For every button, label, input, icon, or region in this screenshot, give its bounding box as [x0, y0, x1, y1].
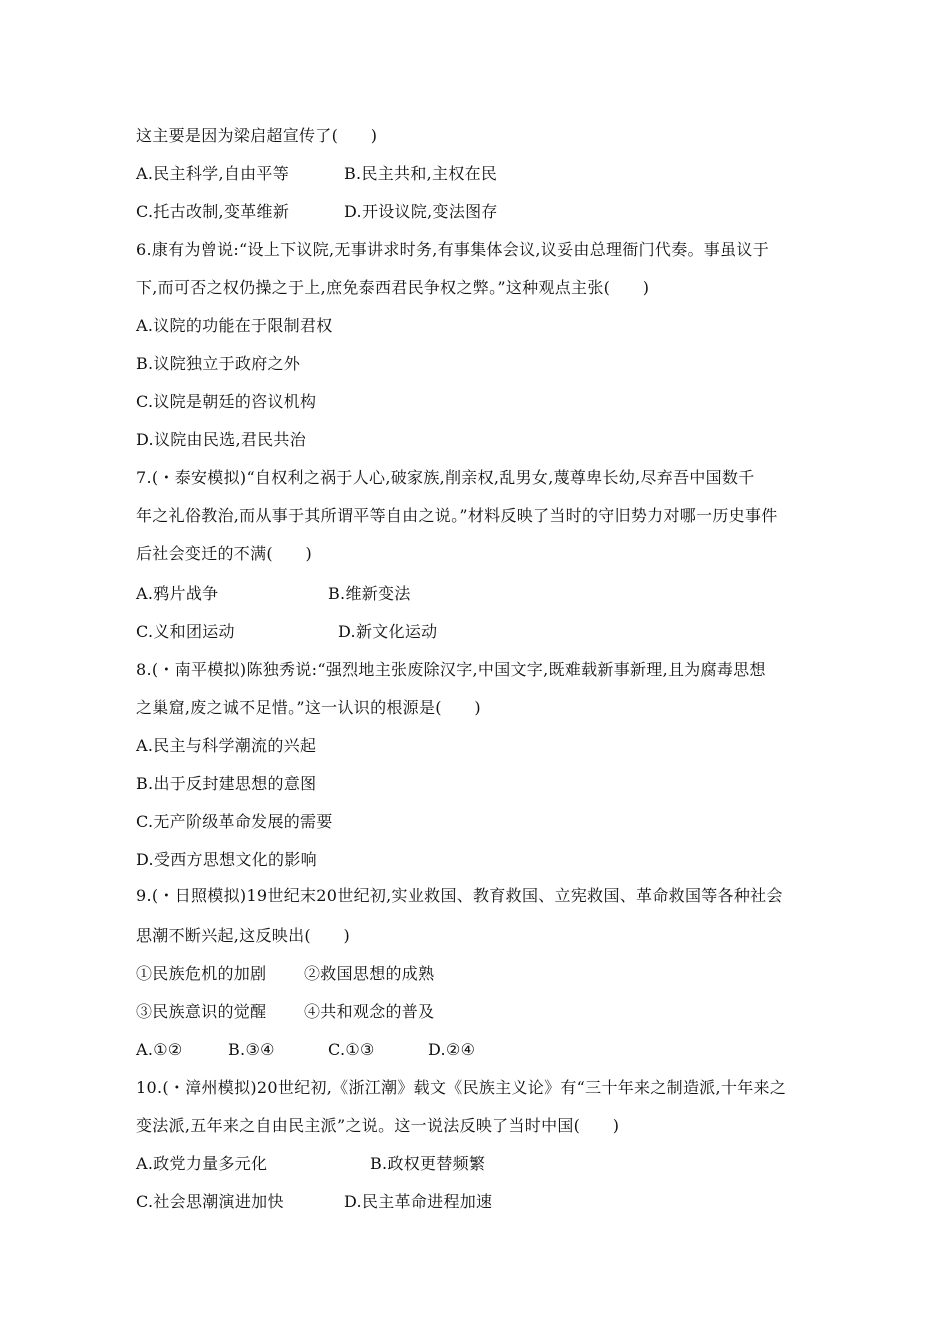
q7-stem-line-3: 后社会变迁的不满( )	[136, 544, 313, 563]
q7-option-c: C.义和团运动	[136, 622, 235, 641]
q6-stem-line-1: 6.康有为曾说:“设上下议院,无事讲求时务,有事集体会议,议妥由总理衙门代奏。事虽议于	[136, 240, 769, 259]
q5-option-c: C.托古改制,变革维新	[136, 202, 290, 221]
q7-option-d: D.新文化运动	[338, 622, 438, 641]
q10-option-b: B.政权更替频繁	[370, 1154, 486, 1173]
q10-stem-line-1: 10.(・漳州模拟)20世纪初,《浙江潮》载文《民族主义论》有“三十年来之制造派,十年来之	[136, 1078, 787, 1097]
q6-option-a: A.议院的功能在于限制君权	[136, 316, 333, 335]
q8-option-d: D.受西方思想文化的影响	[136, 850, 317, 869]
q8-option-a: A.民主与科学潮流的兴起	[136, 736, 317, 755]
q6-stem-line-2: 下,而可否之权仍操之于上,庶免泰西君民争权之弊。”这种观点主张( )	[136, 278, 650, 297]
q5-option-b: B.民主共和,主权在民	[344, 164, 498, 183]
q8-option-c: C.无产阶级革命发展的需要	[136, 812, 333, 831]
q6-option-b: B.议院独立于政府之外	[136, 354, 301, 373]
q9-statement-2: ②救国思想的成熟	[304, 964, 435, 983]
q10-option-d: D.民主革命进程加速	[344, 1192, 493, 1211]
q10-stem-line-2: 变法派,五年来之自由民主派”之说。这一说法反映了当时中国( )	[136, 1116, 620, 1135]
q9-statement-4: ④共和观念的普及	[304, 1002, 435, 1021]
q9-statement-3: ③民族意识的觉醒	[136, 1002, 267, 1021]
q10-option-c: C.社会思潮演进加快	[136, 1192, 284, 1211]
q8-option-b: B.出于反封建思想的意图	[136, 774, 317, 793]
q9-option-b: B.③④	[228, 1040, 275, 1059]
q8-stem-line-1: 8.(・南平模拟)陈独秀说:“强烈地主张废除汉字,中国文字,既难载新事新理,且为腐毒思想	[136, 660, 766, 679]
q7-option-b: B.维新变法	[328, 584, 411, 603]
q5-option-a: A.民主科学,自由平等	[136, 164, 290, 183]
q9-stem-line-2: 思潮不断兴起,这反映出( )	[136, 926, 351, 945]
q10-option-a: A.政党力量多元化	[136, 1154, 268, 1173]
q9-statement-1: ①民族危机的加剧	[136, 964, 267, 983]
q9-option-c: C.①③	[328, 1040, 375, 1059]
q7-stem-line-1: 7.(・泰安模拟)“自权利之祸于人心,破家族,削亲权,乱男女,蔑尊卑长幼,尽弃吾中国数千	[136, 468, 755, 487]
q9-option-d: D.②④	[428, 1040, 476, 1059]
q8-stem-line-2: 之巢窟,废之诚不足惜。”这一认识的根源是( )	[136, 698, 481, 717]
q5-option-d: D.开设议院,变法图存	[344, 202, 498, 221]
q9-option-a: A.①②	[136, 1040, 183, 1059]
q7-option-a: A.鸦片战争	[136, 584, 219, 603]
q9-stem-line-1: 9.(・日照模拟)19世纪末20世纪初,实业救国、教育救国、立宪救国、革命救国等各种社会	[136, 886, 783, 905]
q6-option-d: D.议院由民选,君民共治	[136, 430, 307, 449]
q7-stem-line-2: 年之礼俗教治,而从事于其所谓平等自由之说。”材料反映了当时的守旧势力对哪一历史事件	[136, 506, 778, 525]
q5-stem-tail: 这主要是因为梁启超宣传了( )	[136, 126, 378, 145]
q6-option-c: C.议院是朝廷的咨议机构	[136, 392, 317, 411]
